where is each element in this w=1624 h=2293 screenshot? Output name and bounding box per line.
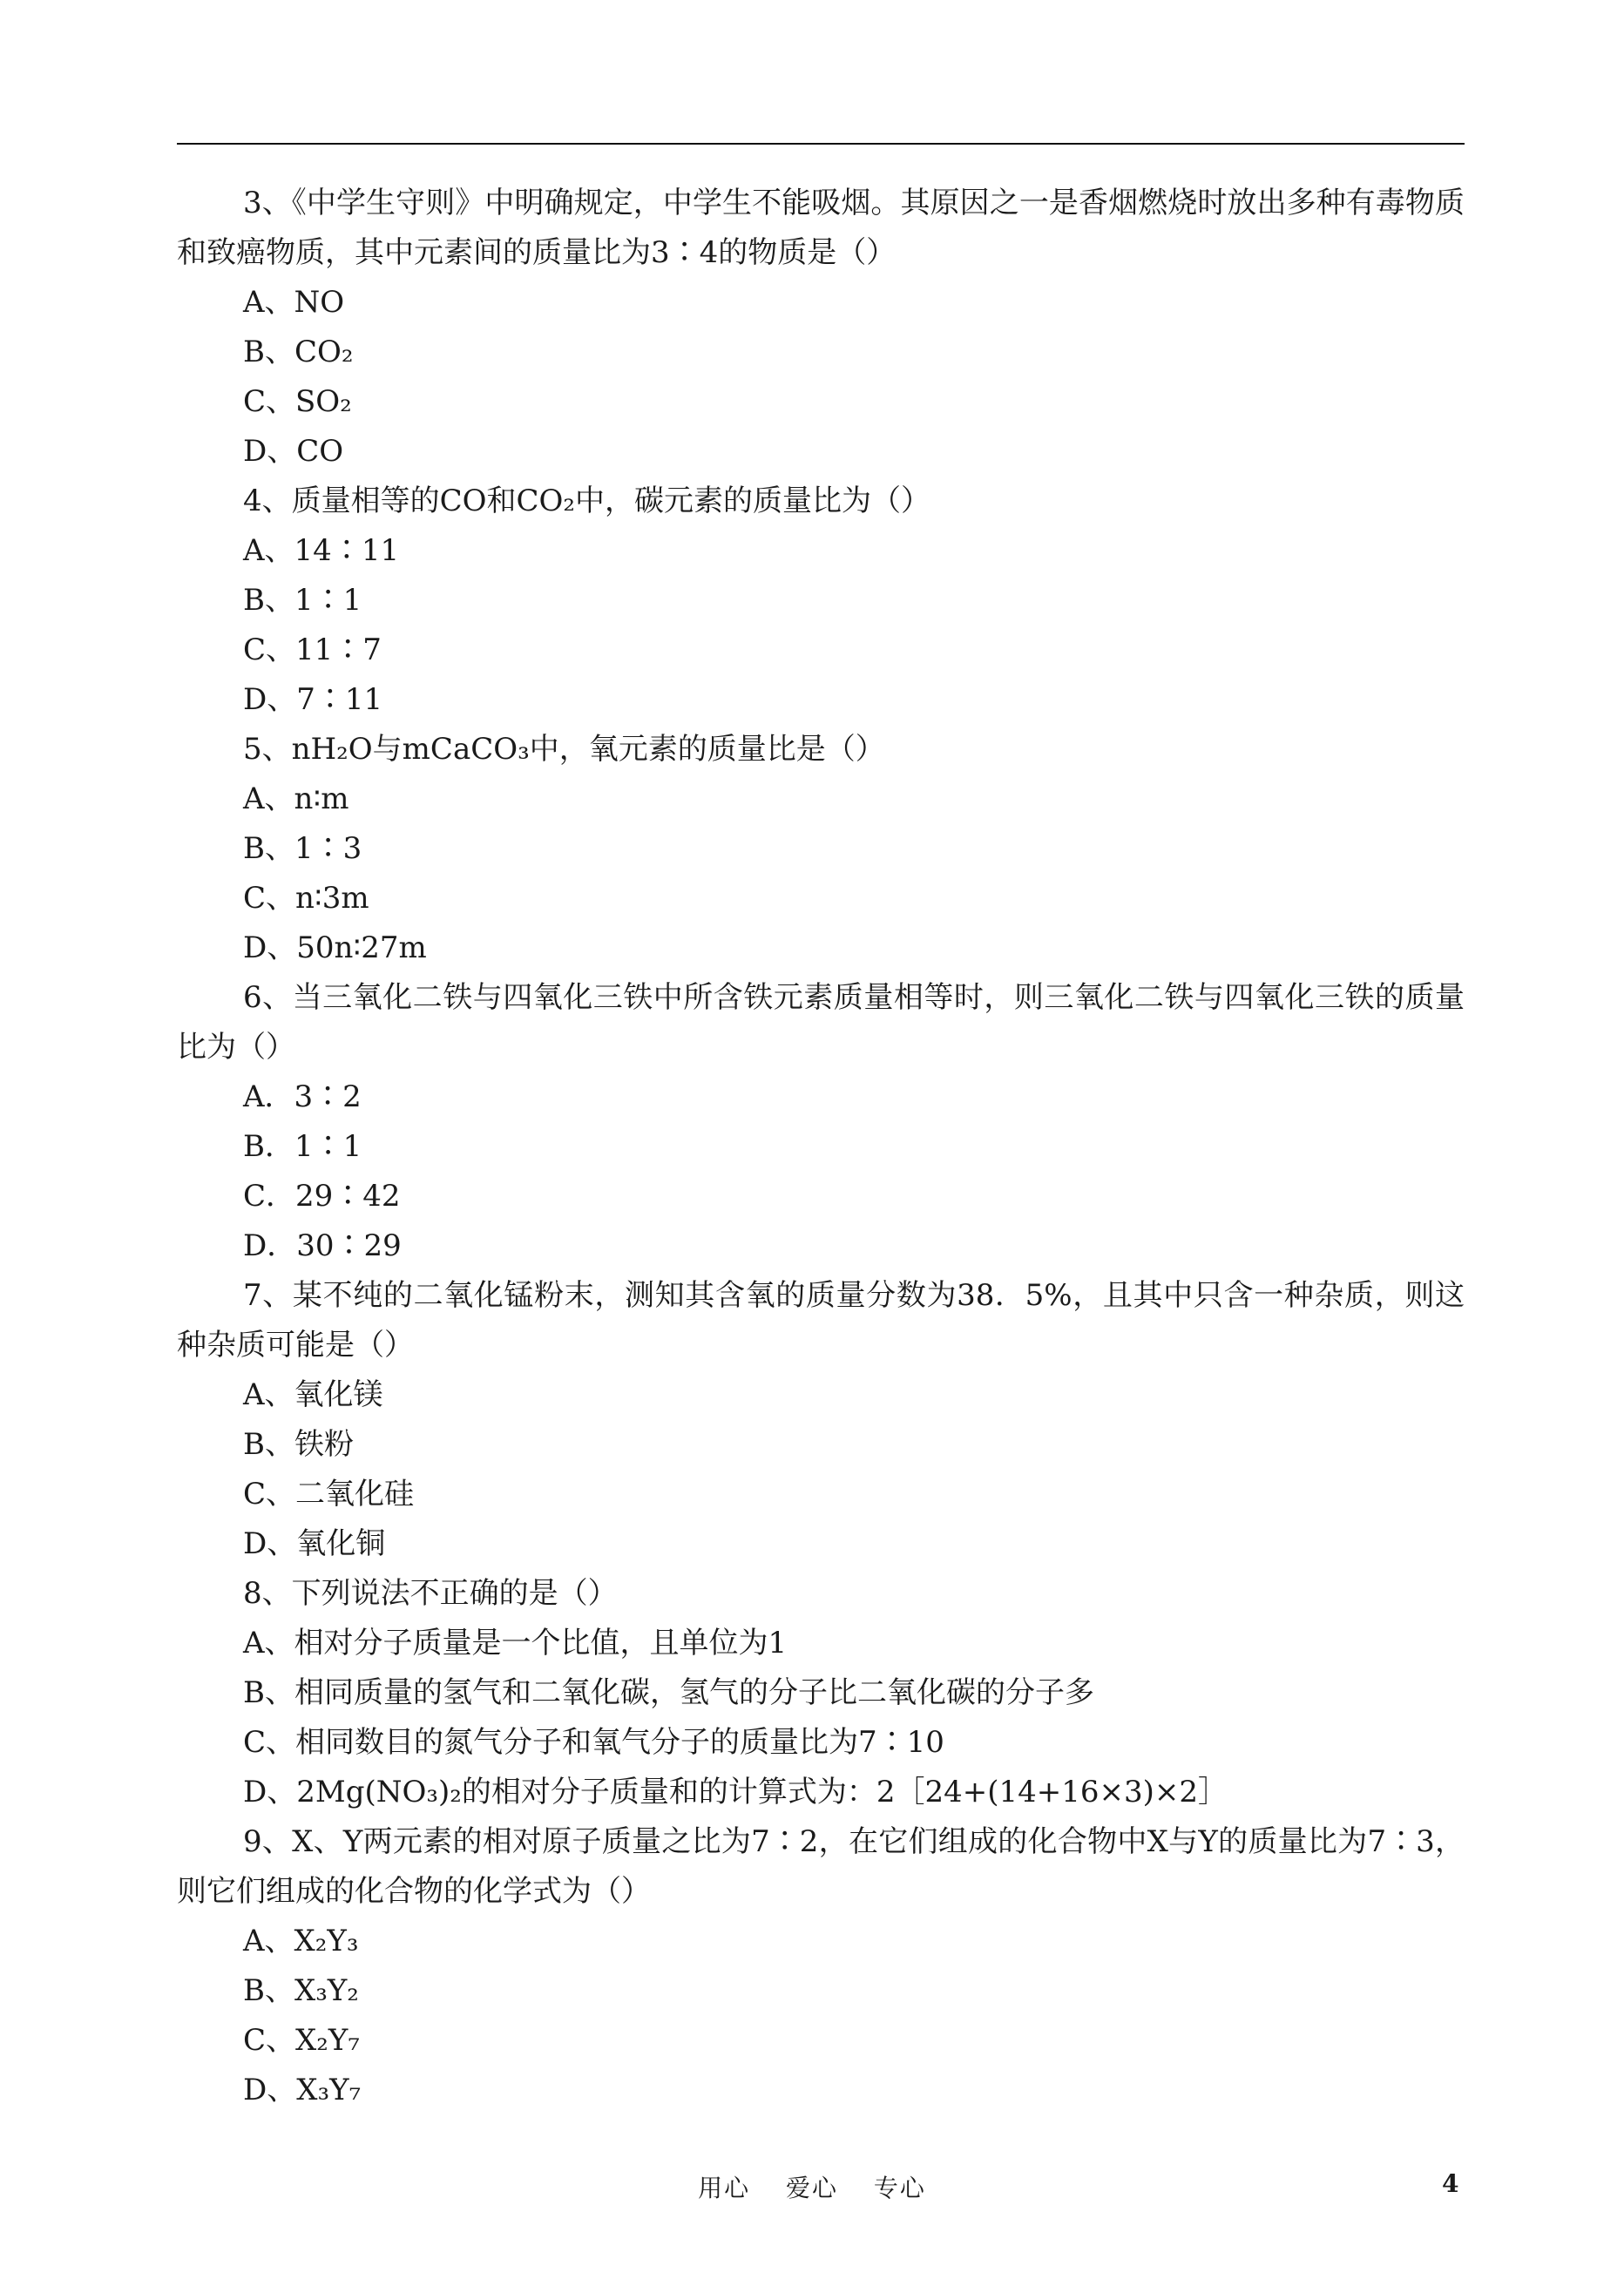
question-4	[177, 477, 1465, 725]
option-a: A、X₂Y₃	[243, 1924, 359, 1958]
question-6	[177, 973, 1465, 1271]
page-number: 4	[1442, 2169, 1459, 2198]
option-d: D、2Mg(NO₃)₂的相对分子质量和的计算式为：2［24+(14+16×3)×2］	[243, 1775, 1228, 1809]
header-rule	[177, 143, 1465, 145]
question-5	[177, 725, 1465, 973]
option-b: B．1∶1	[243, 1129, 362, 1164]
option-a: A、氧化镁	[243, 1377, 383, 1412]
option-d: D、50n∶27m	[243, 930, 427, 965]
question-list	[177, 179, 1465, 2115]
option-a: A．3∶2	[243, 1079, 362, 1114]
option-b: B、1∶3	[243, 831, 362, 866]
question-9	[177, 1817, 1465, 2115]
option-c: C、11∶7	[243, 632, 382, 667]
option-d: D、7∶11	[243, 682, 383, 717]
option-b: B、铁粉	[243, 1427, 354, 1462]
option-a: A、NO	[243, 285, 345, 320]
question-stem: 7、某不纯的二氧化锰粉末，测知其含氧的质量分数为38．5%，且其中只含一种杂质，则这种杂质可能是（）	[177, 1278, 1465, 1363]
footer-slogan: 用心 爱心 专心	[698, 2174, 926, 2202]
option-c: C、二氧化硅	[243, 1477, 415, 1512]
option-c: C、SO₂	[243, 384, 352, 419]
option-a: A、14∶11	[243, 533, 400, 568]
question-stem: 5、nH₂O与mCaCO₃中，氧元素的质量比是（）	[243, 732, 885, 767]
question-8	[177, 1569, 1465, 1817]
question-stem: 9、X、Y两元素的相对原子质量之比为7∶2，在它们组成的化合物中X与Y的质量比为7∶3，则它们组成的化合物的化学式为（）	[177, 1824, 1465, 1909]
option-d: D．30∶29	[243, 1228, 402, 1263]
option-b: B、1∶1	[243, 583, 362, 618]
option-d: D、CO	[243, 434, 344, 469]
option-a: A、相对分子质量是一个比值，且单位为1	[243, 1626, 788, 1661]
option-c: C．29∶42	[243, 1179, 401, 1214]
option-a: A、n∶m	[243, 781, 349, 816]
question-7	[177, 1271, 1465, 1569]
option-b: B、CO₂	[243, 335, 354, 369]
question-stem: 3、《中学生守则》中明确规定，中学生不能吸烟。其原因之一是香烟燃烧时放出多种有毒物质和致癌物质，其中元素间的质量比为3∶4的物质是（）	[177, 186, 1465, 270]
question-stem: 6、当三氧化二铁与四氧化三铁中所含铁元素质量相等时，则三氧化二铁与四氧化三铁的质量比为（）	[177, 980, 1465, 1065]
question-3	[177, 179, 1465, 477]
option-b: B、X₃Y₂	[243, 1973, 359, 2008]
option-d: D、X₃Y₇	[243, 2073, 362, 2107]
option-c: C、相同数目的氮气分子和氧气分子的质量比为7∶10	[243, 1725, 944, 1760]
option-b: B、相同质量的氢气和二氧化碳，氢气的分子比二氧化碳的分子多	[243, 1675, 1094, 1710]
question-stem: 4、质量相等的CO和CO₂中，碳元素的质量比为（）	[243, 484, 931, 518]
option-c: C、n∶3m	[243, 881, 369, 916]
question-stem: 8、下列说法不正确的是（）	[243, 1576, 618, 1611]
option-c: C、X₂Y₇	[243, 2023, 360, 2058]
option-d: D、氧化铜	[243, 1526, 386, 1561]
